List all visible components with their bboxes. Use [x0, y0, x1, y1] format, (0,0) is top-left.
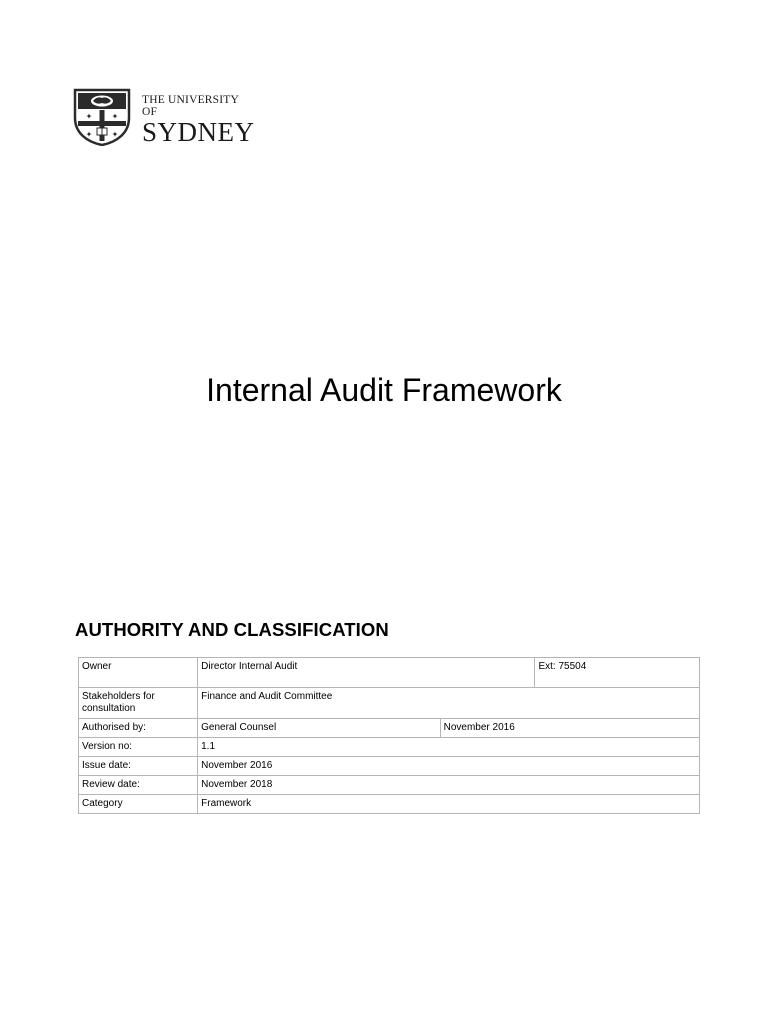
university-logo [73, 88, 253, 148]
section-heading: AUTHORITY AND CLASSIFICATION [75, 619, 389, 640]
table-row [79, 688, 700, 719]
version-value: 1.1 [198, 738, 700, 757]
review-date-value: November 2018 [198, 776, 700, 795]
category-value: Framework [198, 795, 700, 814]
svg-text:✦: ✦ [111, 112, 119, 121]
stakeholders-value: Finance and Audit Committee [198, 688, 700, 719]
svg-text:✦: ✦ [85, 112, 93, 121]
table-row [79, 738, 700, 757]
authorised-value: General Counsel [198, 719, 440, 738]
document-title: Internal Audit Framework [206, 372, 562, 408]
svg-text:✦: ✦ [111, 130, 119, 139]
stakeholders-label: Stakeholders for consultation [79, 688, 198, 719]
authorised-label: Authorised by: [79, 719, 198, 738]
table-row [79, 658, 700, 688]
svg-text:✦: ✦ [85, 130, 93, 139]
owner-label: Owner [79, 658, 198, 688]
owner-extension: Ext: 75504 [535, 658, 700, 688]
university-wordmark-line2: SYDNEY [142, 117, 255, 147]
review-date-label: Review date: [79, 776, 198, 795]
table-row [79, 757, 700, 776]
issue-date-value: November 2016 [198, 757, 700, 776]
owner-value: Director Internal Audit [198, 658, 535, 688]
table-row [79, 795, 700, 814]
authority-classification-table [78, 657, 700, 814]
table-row [79, 719, 700, 738]
university-crest-icon [73, 88, 131, 146]
authorised-date: November 2016 [440, 719, 699, 738]
version-label: Version no: [79, 738, 198, 757]
table-row [79, 776, 700, 795]
category-label: Category [79, 795, 198, 814]
university-wordmark [142, 95, 255, 146]
issue-date-label: Issue date: [79, 757, 198, 776]
university-wordmark-line1: THE UNIVERSITY OF [142, 94, 239, 118]
